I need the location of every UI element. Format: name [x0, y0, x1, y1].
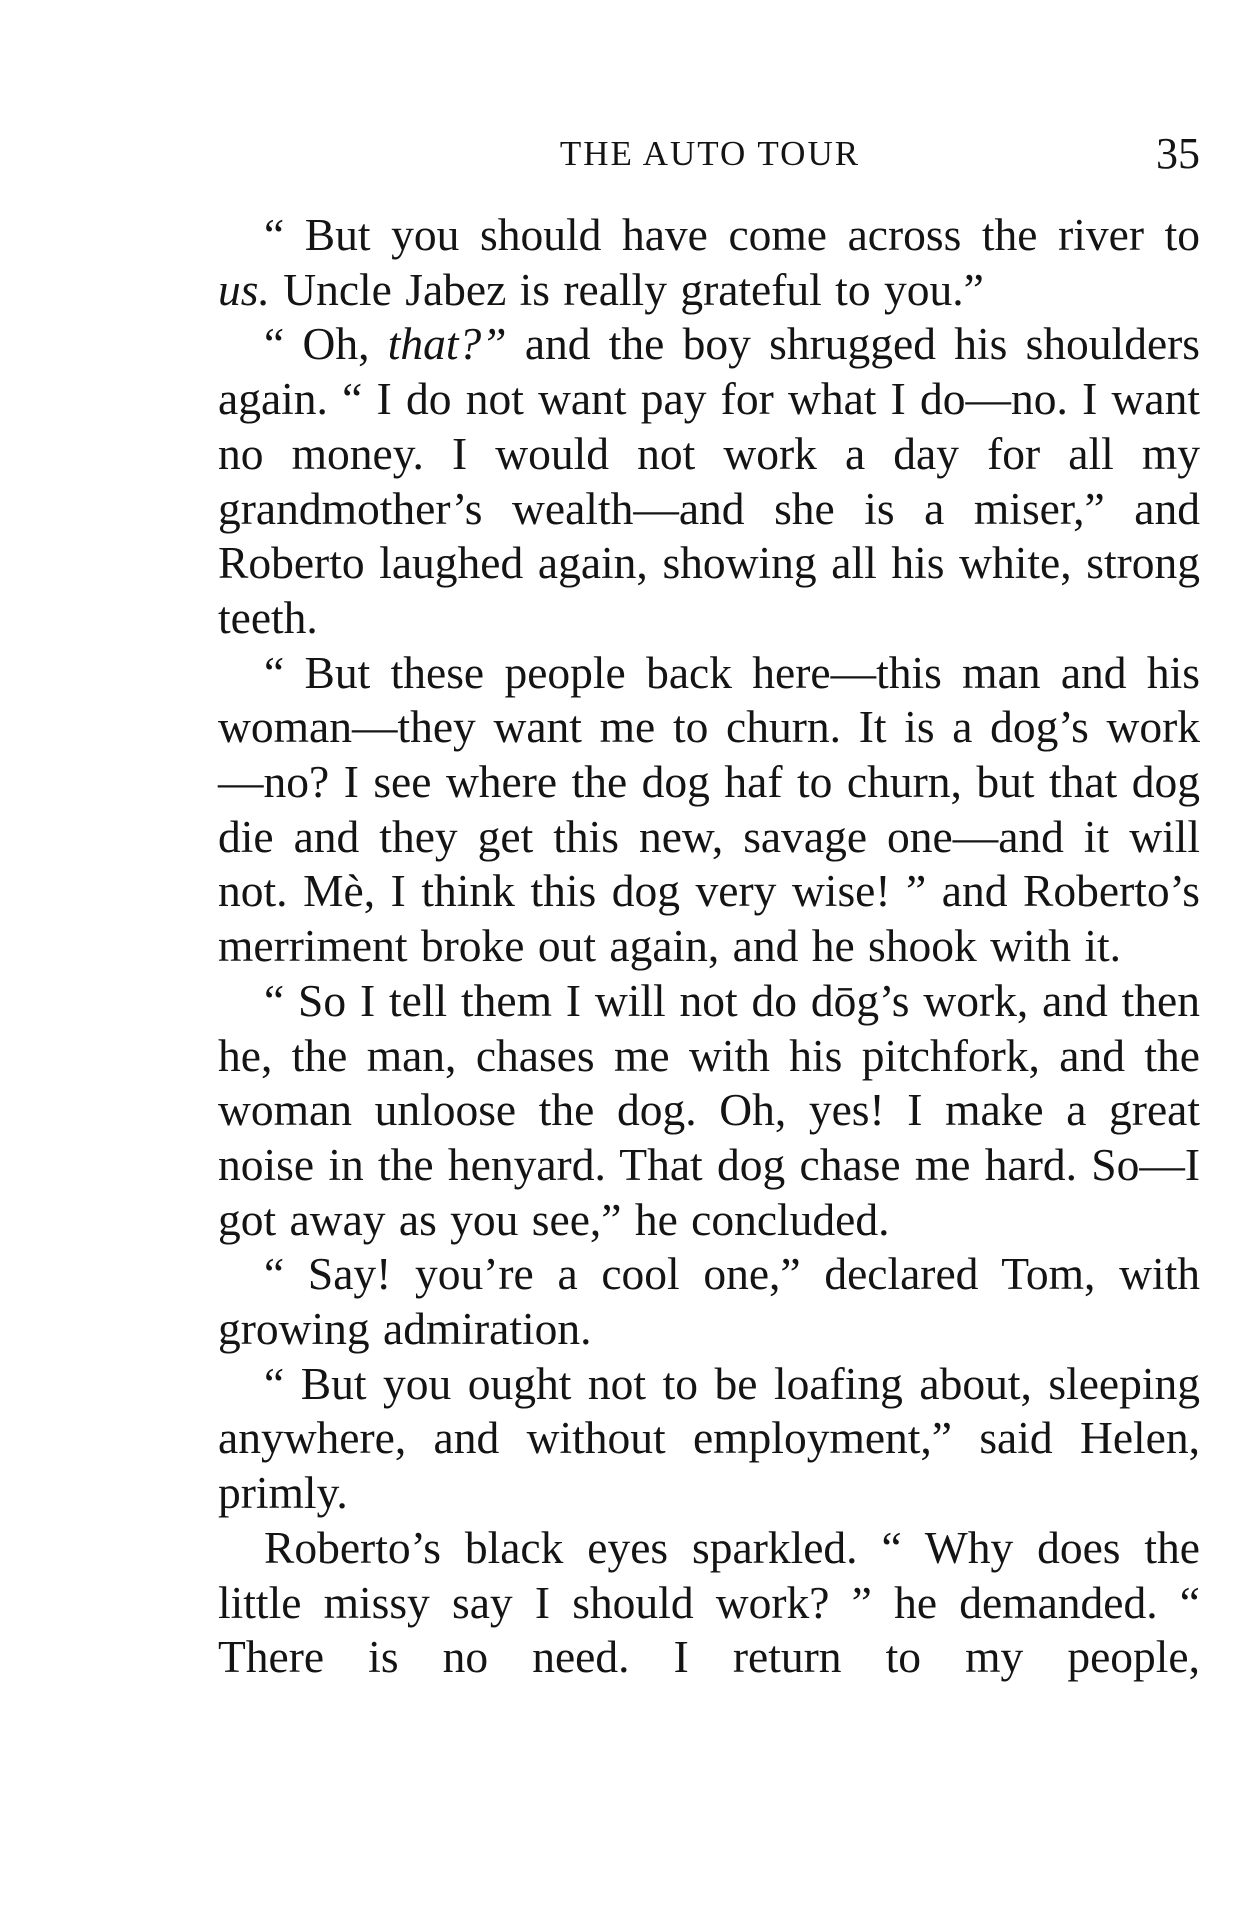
- italic-text: that?”: [387, 318, 507, 370]
- paragraph: “ Say! you’re a cool one,” declared Tom, with growing admiration.: [218, 1248, 1200, 1355]
- paragraph-text: “ Oh,: [264, 318, 388, 370]
- paragraph: “ But these people back here—this man and his woman—they want me to churn. It is a dog’s work—no? I see where the dog haf to churn, but that dog die and they get this new, savage one—and it will not. Mè, I think this dog very wise! ” and Roberto’s merriment broke out again, and he shook with it.: [218, 646, 1200, 972]
- paragraph: [218, 208, 1200, 317]
- paragraph: [218, 317, 1200, 645]
- paragraph-text: Uncle Jabez is really grateful to you.”: [269, 263, 984, 315]
- running-title: THE AUTO TOUR: [559, 134, 861, 173]
- running-head: [220, 128, 1200, 188]
- paragraph-text: and the boy shrugged his shoulders again. “ I do not want pay for what I do—no. I want no money. I would not work a day for all my grandmother’s wealth—and she is a miser,” and Roberto laughed again, showing all his white, strong teeth.: [218, 318, 1200, 643]
- italic-text: us.: [218, 263, 270, 315]
- body-text: [218, 208, 1200, 1685]
- paragraph-text: “ But you should have come across the river to: [264, 209, 1200, 260]
- paragraph: “ So I tell them I will not do dōg’s work, and then he, the man, chases me with his pitchfork, and the woman unloose the dog. Oh, yes! I make a great noise in the henyard. That dog chase me hard. So—I got away as you see,” he concluded.: [218, 974, 1200, 1245]
- paragraph-continued: Roberto’s black eyes sparkled. “ Why does the little missy say I should work? ” he demanded. “ There is no need. I return to my people,: [218, 1521, 1200, 1683]
- paragraph: “ But you ought not to be loafing about, sleeping anywhere, and without employment,” said Helen, primly.: [218, 1357, 1200, 1519]
- page-number: 35: [1156, 129, 1200, 178]
